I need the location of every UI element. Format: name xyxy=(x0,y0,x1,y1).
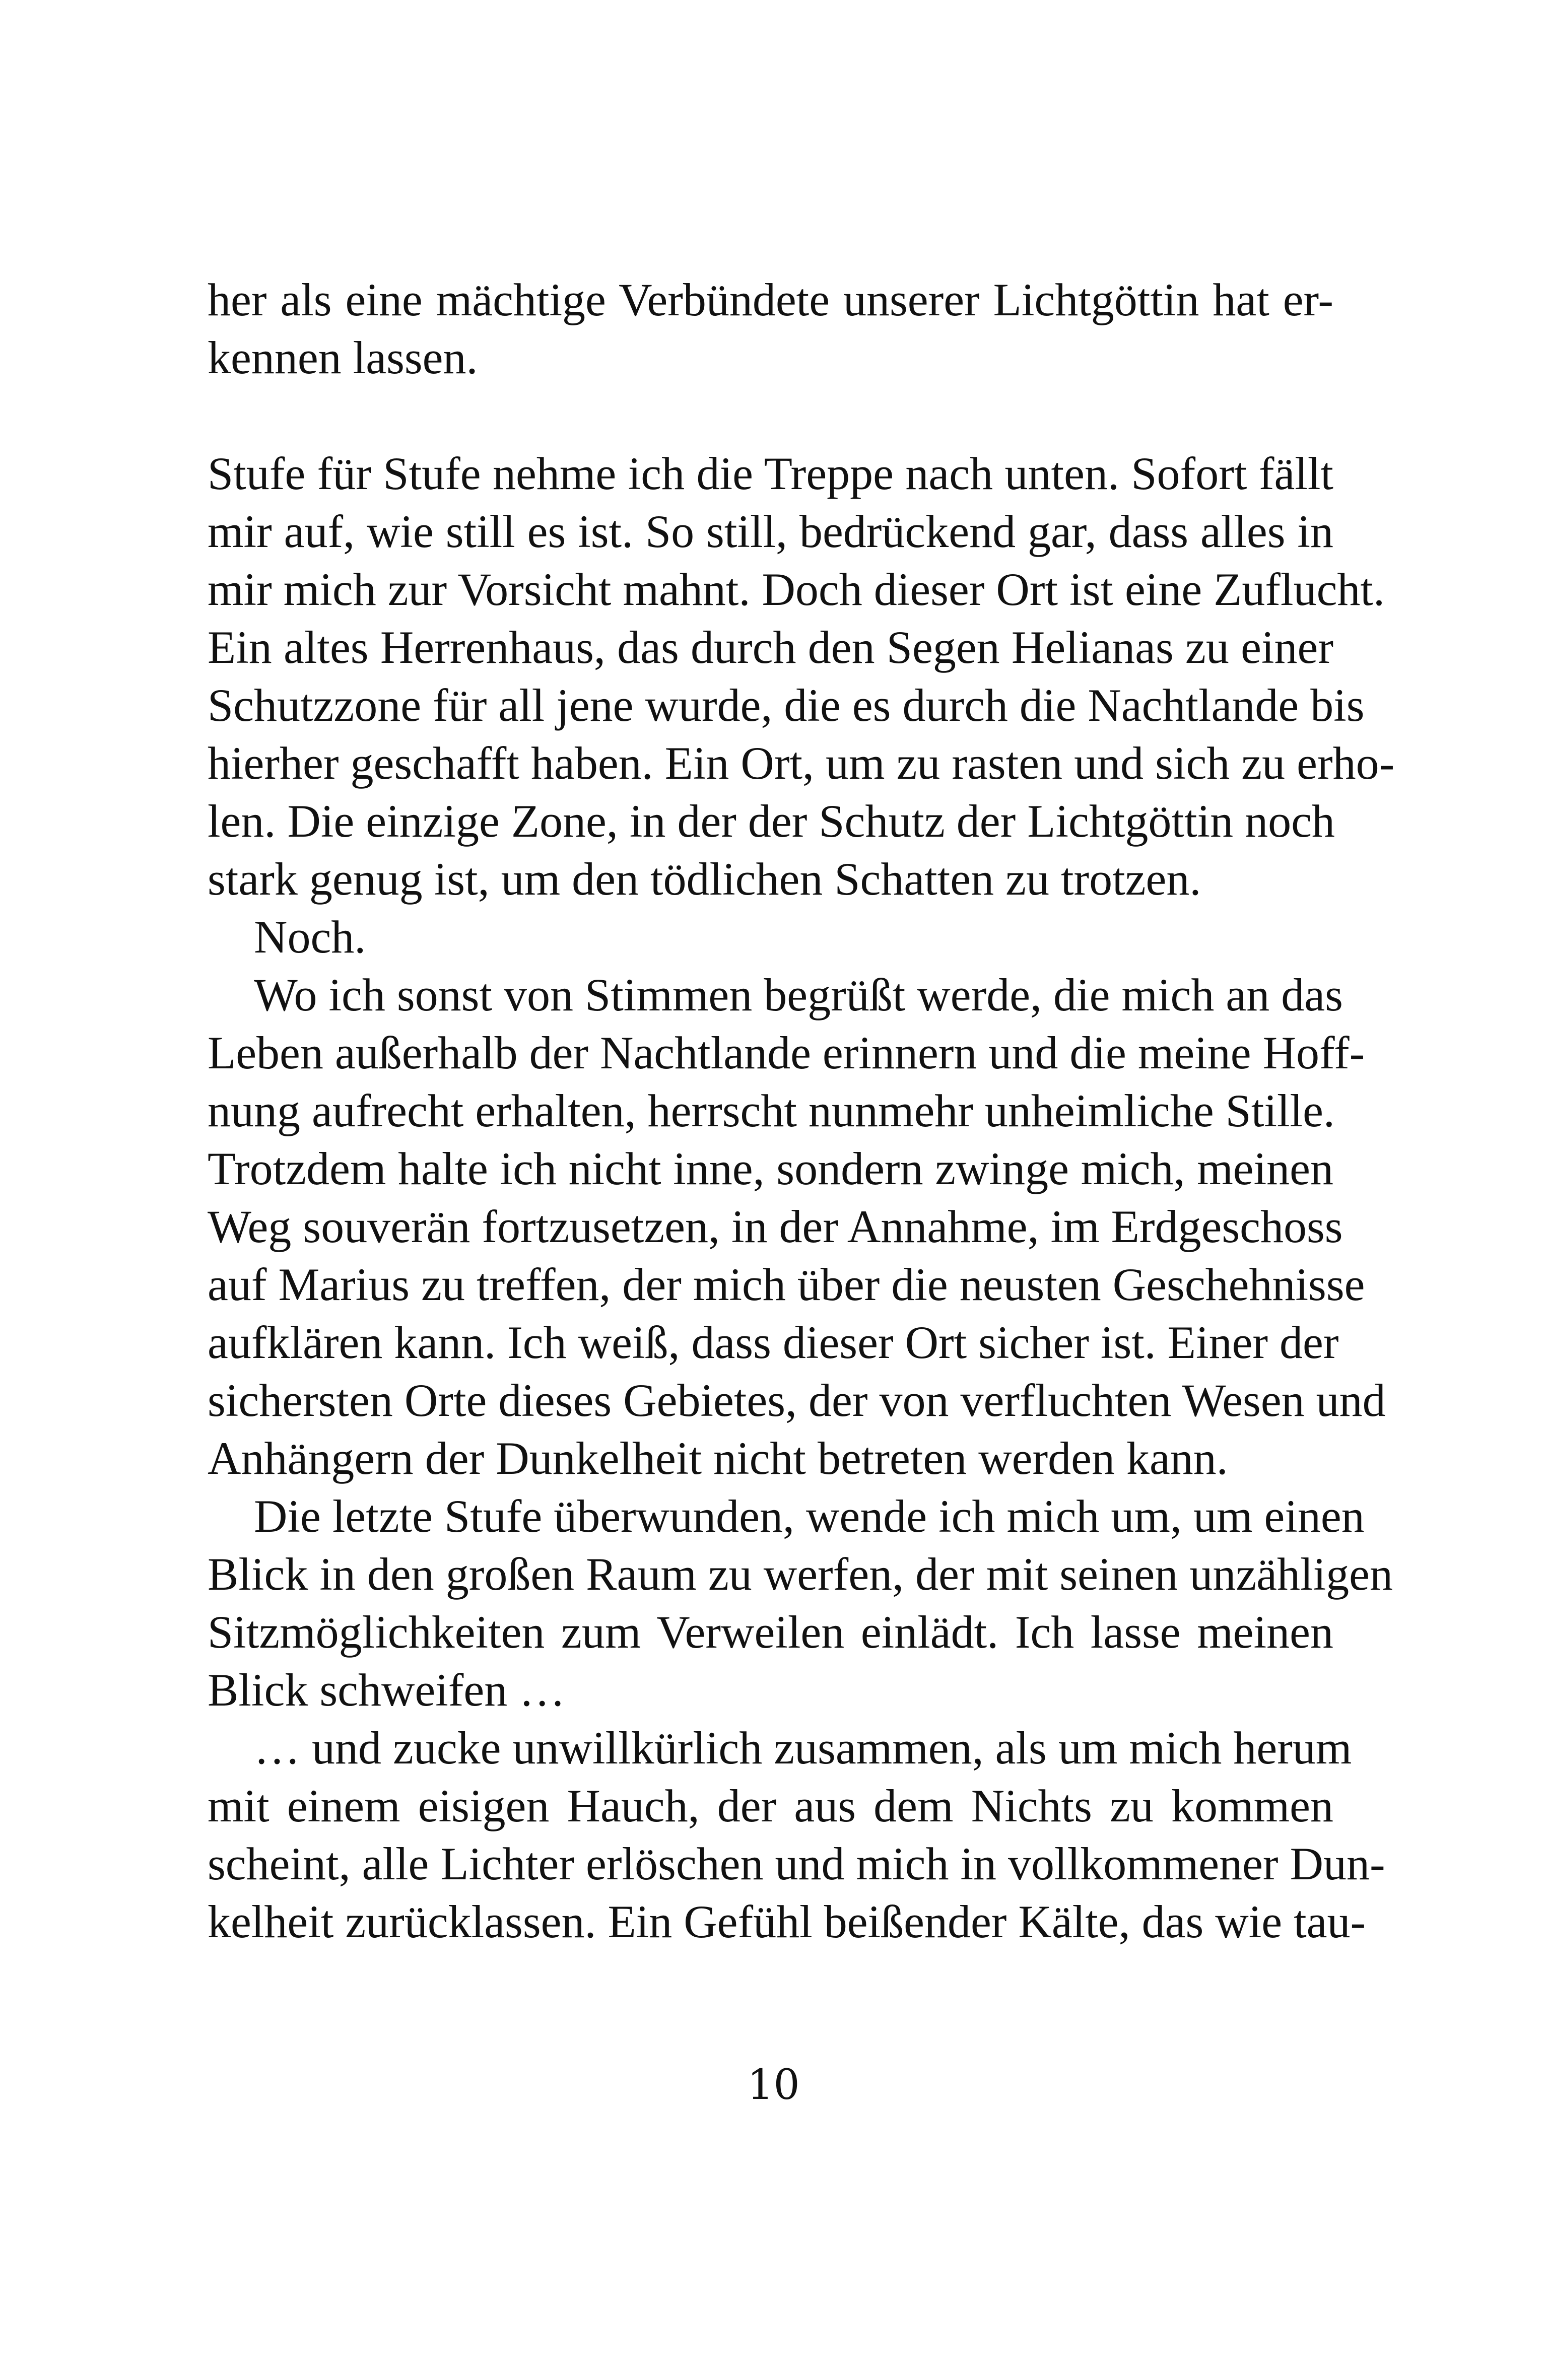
body-text xyxy=(208,271,1395,1951)
paragraph-gap xyxy=(208,387,1333,445)
text-line: mir mich zur Vorsicht mahnt. Doch dieser Ort ist eine Zuflucht. xyxy=(208,564,1385,615)
text-line: Trotzdem halte ich nicht inne, sondern zwinge mich, meinen xyxy=(208,1143,1333,1194)
text-line: mir auf, wie still es ist. So still, bedrückend gar, dass alles in xyxy=(208,506,1333,557)
text-line: kennen lassen. xyxy=(208,332,478,383)
text-line: Die letzte Stufe überwunden, wende ich mich um, um einen xyxy=(254,1490,1365,1542)
paragraph xyxy=(208,966,1386,1487)
text-line: … und zucke unwillkürlich zusammen, als um mich herum xyxy=(254,1722,1352,1774)
text-line: Sitzmöglichkeiten zum Verweilen einlädt. Ich lasse meinen xyxy=(208,1606,1333,1658)
text-line: mit einem eisigen Hauch, der aus dem Nichts zu kommen xyxy=(208,1780,1333,1831)
text-line: Leben außerhalb der Nachtlande erinnern und die meine Hoff- xyxy=(208,1027,1365,1078)
text-line: Wo ich sonst von Stimmen begrüßt werde, die mich an das xyxy=(254,969,1343,1021)
text-line: len. Die einzige Zone, in der der Schutz der Lichtgöttin noch xyxy=(208,795,1335,847)
paragraph xyxy=(208,1487,1393,1719)
text-line: Weg souverän fortzusetzen, in der Annahme, im Erdgeschoss xyxy=(208,1201,1343,1252)
paragraph xyxy=(208,1719,1385,1951)
text-line: stark genug ist, um den tödlichen Schatten zu trotzen. xyxy=(208,853,1201,905)
text-line: aufklären kann. Ich weiß, dass dieser Ort sicher ist. Einer der xyxy=(208,1317,1339,1368)
paragraph xyxy=(208,271,1333,387)
paragraph xyxy=(208,908,1333,966)
text-line: Blick schweifen … xyxy=(208,1664,566,1716)
paragraph xyxy=(208,445,1395,908)
text-line: Noch. xyxy=(254,911,366,963)
text-line: auf Marius zu treffen, der mich über die neusten Geschehnisse xyxy=(208,1259,1365,1310)
text-line: hierher geschafft haben. Ein Ort, um zu rasten und sich zu erho- xyxy=(208,737,1395,789)
text-line: Stufe für Stufe nehme ich die Treppe nach unten. Sofort fällt xyxy=(208,448,1333,499)
page-number: 10 xyxy=(747,2061,800,2109)
text-line: sichersten Orte dieses Gebietes, der von verfluchten Wesen und xyxy=(208,1375,1386,1426)
text-line: Blick in den großen Raum zu werfen, der mit seinen unzähligen xyxy=(208,1548,1393,1600)
text-line: scheint, alle Lichter erlöschen und mich in vollkommener Dun- xyxy=(208,1838,1385,1889)
text-line: nung aufrecht erhalten, herrscht nunmehr unheimliche Stille. xyxy=(208,1085,1335,1136)
text-line: Schutzzone für all jene wurde, die es durch die Nachtlande bis xyxy=(208,679,1365,731)
text-line: Anhängern der Dunkelheit nicht betreten werden kann. xyxy=(208,1433,1228,1484)
text-line: her als eine mächtige Verbündete unserer Lichtgöttin hat er- xyxy=(208,274,1333,325)
text-line: kelheit zurücklassen. Ein Gefühl beißender Kälte, das wie tau- xyxy=(208,1896,1366,1947)
text-line: Ein altes Herrenhaus, das durch den Segen Helianas zu einer xyxy=(208,622,1333,673)
